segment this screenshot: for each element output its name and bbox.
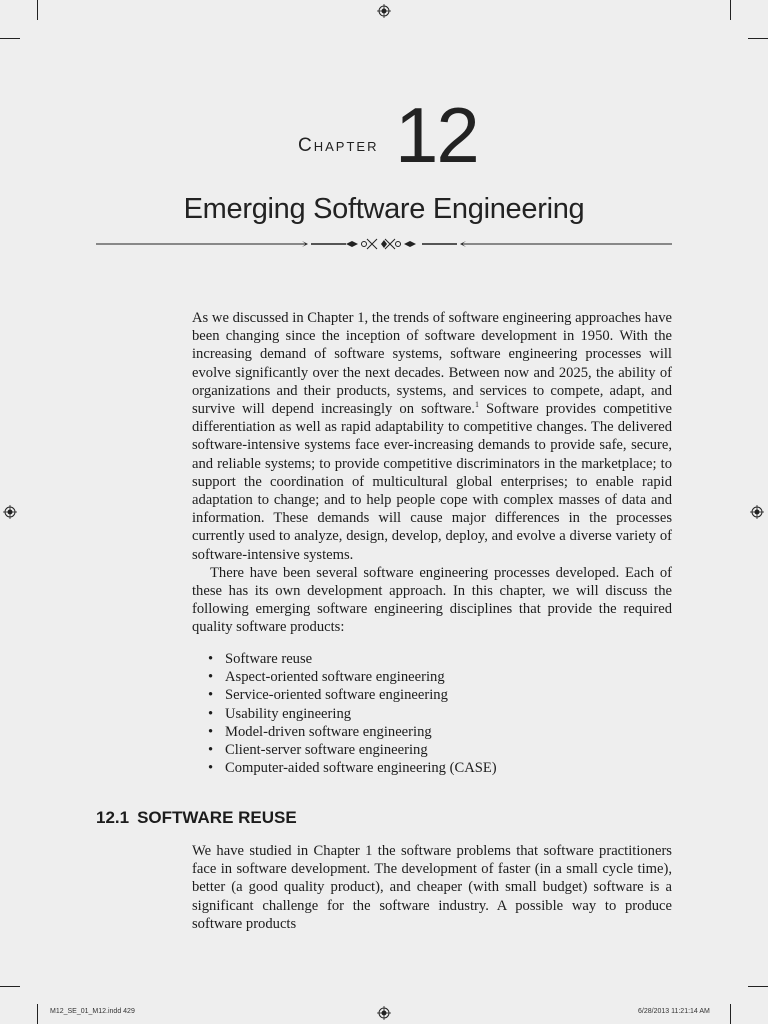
registration-mark-icon-top <box>377 4 391 18</box>
intro-text <box>192 309 672 637</box>
list-item-text: Model-driven software engineering <box>225 723 432 740</box>
footnote-reference: 1 <box>474 400 479 410</box>
crop-mark-bottom-right <box>730 1004 731 1024</box>
registration-mark-icon-bottom <box>377 1006 391 1020</box>
list-item-text: Aspect-oriented software engineering <box>225 669 445 686</box>
list-item-text: Service-oriented software engineering <box>225 687 448 704</box>
intro-paragraph-1-text: As we discussed in Chapter 1, the trends of software engineering approaches have been changing since the inception of software development in 1950. With the increasing demand of software systems, software engineering processes will evolve significantly over the next decades. Between now and 2025, the ability of organizations and their products, systems, and services to compete, adapt, and survive will depend increasingly on software. <box>192 310 672 418</box>
registration-mark-icon-left <box>3 505 17 519</box>
chapter-label: Chapter <box>298 135 379 156</box>
intro-paragraph-1 <box>192 309 672 564</box>
intro-paragraph-1-continued: Software provides competitive differentiation as well as rapid adaptability to competitive changes. The delivered software-intensive systems face ever-increasing demands to provide safe, secure, and reliable systems; to provide competitive discriminators in the marketplace; to support the coordination of multicultural global enterprises; to enable rapid adaptation to change; and to help people cope with complex masses of data and information. These demands will cause major differences in the processes currently used to analyze, design, develop, deploy, and evolve a diverse variety of software-intensive systems. <box>192 401 673 563</box>
ornamental-rule <box>96 234 672 254</box>
disciplines-list <box>208 650 497 777</box>
list-item <box>208 705 497 723</box>
section-paragraph-1: We have studied in Chapter 1 the software problems that software practitioners face in software development. The development of faster (in a small cycle time), better (a good quality product), and cheaper (with small budget) software is a significant challenge for the software industry. A possible way to produce software products <box>192 843 672 932</box>
bullet-icon: • <box>208 760 214 777</box>
crop-mark-bottom-right-horizontal <box>748 986 768 987</box>
bullet-icon: • <box>208 687 214 704</box>
list-item-text: Usability engineering <box>225 705 352 722</box>
list-item-text: Software reuse <box>225 651 313 667</box>
chapter-number: 12 <box>395 91 478 179</box>
intro-paragraph-2: There have been several software engineering processes developed. Each of these has its own development approach. In this chapter, we will discuss the following emerging software engineering disciplines that provide the required quality software products: <box>192 564 672 636</box>
section-number: 12.1 <box>96 808 130 827</box>
section-text <box>192 842 672 933</box>
list-item <box>208 686 497 704</box>
crop-mark-top-left <box>37 0 38 20</box>
bullet-icon: • <box>208 669 214 686</box>
chapter-title: Emerging Software Engineering <box>183 193 585 225</box>
bullet-icon: • <box>208 651 214 667</box>
list-item <box>208 759 497 777</box>
bullet-icon: • <box>208 723 214 740</box>
slug-filename: M12_SE_01_M12.indd 429 <box>50 1008 135 1015</box>
bullet-icon: • <box>208 705 214 722</box>
list-item-text: Client-server software engineering <box>225 742 428 759</box>
list-item <box>208 650 497 668</box>
crop-mark-bottom-left <box>37 1004 38 1024</box>
list-item <box>208 741 497 759</box>
crop-mark-top-right-horizontal <box>748 38 768 39</box>
list-item <box>208 723 497 741</box>
section-title: SOFTWARE REUSE <box>137 808 297 827</box>
crop-mark-top-right <box>730 0 731 20</box>
bullet-icon: • <box>208 742 214 759</box>
slug-timestamp: 6/28/2013 11:21:14 AM <box>638 1008 710 1015</box>
list-item <box>208 668 497 686</box>
section-heading <box>96 808 297 828</box>
crop-mark-top-left-horizontal <box>0 38 20 39</box>
registration-mark-icon-right <box>750 505 764 519</box>
crop-mark-bottom-left-horizontal <box>0 986 20 987</box>
list-item-text: Computer-aided software engineering (CASE) <box>225 760 497 777</box>
